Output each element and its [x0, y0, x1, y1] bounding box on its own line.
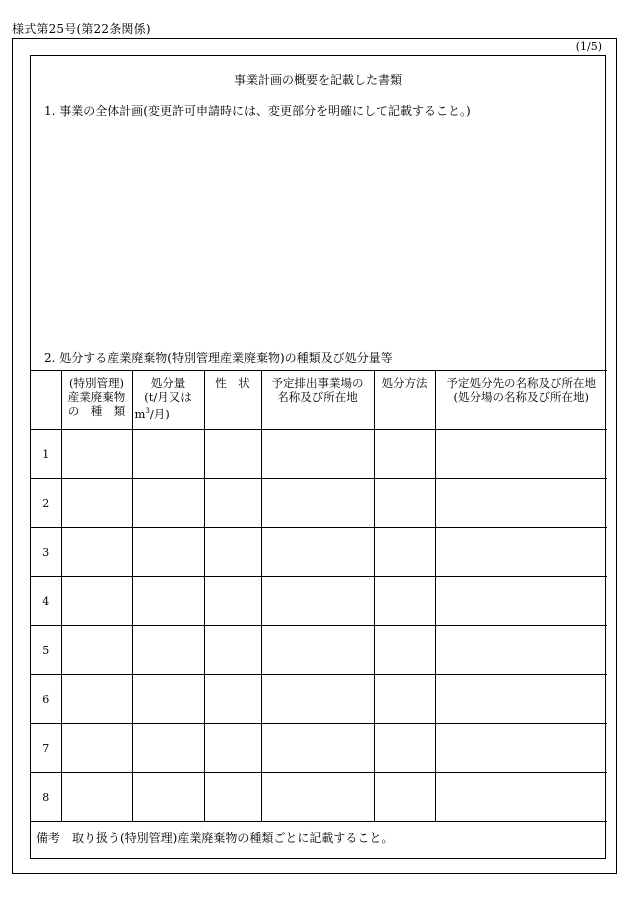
cell-source-site[interactable] [261, 773, 374, 822]
row-number: 7 [31, 724, 61, 773]
cell-waste-type[interactable] [61, 626, 132, 675]
form-number: 様式第25号(第22条関係) [12, 22, 151, 36]
row-number: 8 [31, 773, 61, 822]
header-disposal-amount [132, 371, 204, 430]
table-row [31, 773, 607, 822]
cell-amount[interactable] [132, 479, 204, 528]
cell-method[interactable] [374, 577, 435, 626]
cell-property[interactable] [204, 479, 261, 528]
cell-source-site[interactable] [261, 675, 374, 724]
cell-method[interactable] [374, 724, 435, 773]
page-number: (1/5) [575, 40, 602, 53]
cell-waste-type[interactable] [61, 430, 132, 479]
cell-destination[interactable] [435, 528, 607, 577]
header-amount-line1: 処分量 [150, 376, 186, 390]
cell-amount[interactable] [132, 675, 204, 724]
cell-destination[interactable] [435, 675, 607, 724]
cell-source-site[interactable] [261, 430, 374, 479]
table-row [31, 626, 607, 675]
document-title: 事業計画の概要を記載した書類 [233, 73, 402, 87]
cell-waste-type[interactable] [61, 577, 132, 626]
cell-method[interactable] [374, 430, 435, 479]
cell-amount[interactable] [132, 626, 204, 675]
cell-source-site[interactable] [261, 479, 374, 528]
cell-destination[interactable] [435, 773, 607, 822]
footer-note: 備考 取り扱う(特別管理)産業廃棄物の種類ごとに記載すること。 [36, 831, 394, 845]
header-dest-line1: 予定処分先の名称及び所在地 [446, 376, 596, 390]
row-number: 5 [31, 626, 61, 675]
table-row [31, 724, 607, 773]
waste-table [31, 370, 607, 822]
cell-destination[interactable] [435, 479, 607, 528]
header-disposal-method [374, 371, 435, 430]
row-number: 6 [31, 675, 61, 724]
cell-method[interactable] [374, 528, 435, 577]
header-row-number [31, 371, 61, 430]
section-waste-disposal: 2. 処分する産業廃棄物(特別管理産業廃棄物)の種類及び処分量等 [44, 351, 393, 365]
cell-amount[interactable] [132, 773, 204, 822]
header-source-site [261, 371, 374, 430]
cell-waste-type[interactable] [61, 724, 132, 773]
unit-superscript: 3 [145, 407, 150, 415]
table-row [31, 528, 607, 577]
cell-waste-type[interactable] [61, 675, 132, 724]
row-number: 1 [31, 430, 61, 479]
form-inner-frame [30, 55, 606, 859]
cell-waste-type[interactable] [61, 528, 132, 577]
row-number: 2 [31, 479, 61, 528]
header-method-label: 処分方法 [381, 376, 428, 390]
cell-method[interactable] [374, 773, 435, 822]
cell-amount[interactable] [132, 724, 204, 773]
cell-destination[interactable] [435, 577, 607, 626]
cell-property[interactable] [204, 773, 261, 822]
cell-waste-type[interactable] [61, 773, 132, 822]
table-row [31, 675, 607, 724]
header-property [204, 371, 261, 430]
cell-source-site[interactable] [261, 724, 374, 773]
table-row [31, 479, 607, 528]
header-waste-type [61, 371, 132, 430]
cell-source-site[interactable] [261, 577, 374, 626]
cell-source-site[interactable] [261, 528, 374, 577]
header-amount-line3 [133, 404, 204, 421]
header-destination [435, 371, 607, 430]
cell-destination[interactable] [435, 626, 607, 675]
header-waste-type-line1: (特別管理) [69, 376, 124, 390]
row-number: 3 [31, 528, 61, 577]
header-dest-line2: (処分場の名称及び所在地) [453, 390, 589, 404]
unit-per-month: /月) [149, 406, 170, 421]
table-row [31, 430, 607, 479]
cell-method[interactable] [374, 626, 435, 675]
table-row [31, 577, 607, 626]
cell-amount[interactable] [132, 577, 204, 626]
row-number: 4 [31, 577, 61, 626]
header-waste-type-line3: の 種 類 [67, 404, 126, 418]
cell-property[interactable] [204, 724, 261, 773]
cell-property[interactable] [204, 675, 261, 724]
header-source-line1: 予定排出事業場の [271, 376, 364, 390]
cell-property[interactable] [204, 626, 261, 675]
cell-destination[interactable] [435, 430, 607, 479]
cell-property[interactable] [204, 430, 261, 479]
header-source-line2: 名称及び所在地 [277, 390, 358, 404]
cell-waste-type[interactable] [61, 479, 132, 528]
header-amount-line2: (t/月又は [144, 390, 192, 404]
cell-method[interactable] [374, 675, 435, 724]
form-outer-frame [12, 38, 617, 874]
table-header-row [31, 371, 607, 430]
cell-amount[interactable] [132, 528, 204, 577]
header-waste-type-line2: 産業廃棄物 [67, 390, 126, 404]
cell-amount[interactable] [132, 430, 204, 479]
cell-property[interactable] [204, 577, 261, 626]
cell-method[interactable] [374, 479, 435, 528]
section-overall-plan: 1. 事業の全体計画(変更許可申請時には、変更部分を明確にして記載すること。) [44, 104, 471, 118]
cell-property[interactable] [204, 528, 261, 577]
cell-destination[interactable] [435, 724, 607, 773]
cell-source-site[interactable] [261, 626, 374, 675]
unit-m: m [134, 406, 146, 421]
header-property-label: 性 状 [215, 376, 250, 390]
